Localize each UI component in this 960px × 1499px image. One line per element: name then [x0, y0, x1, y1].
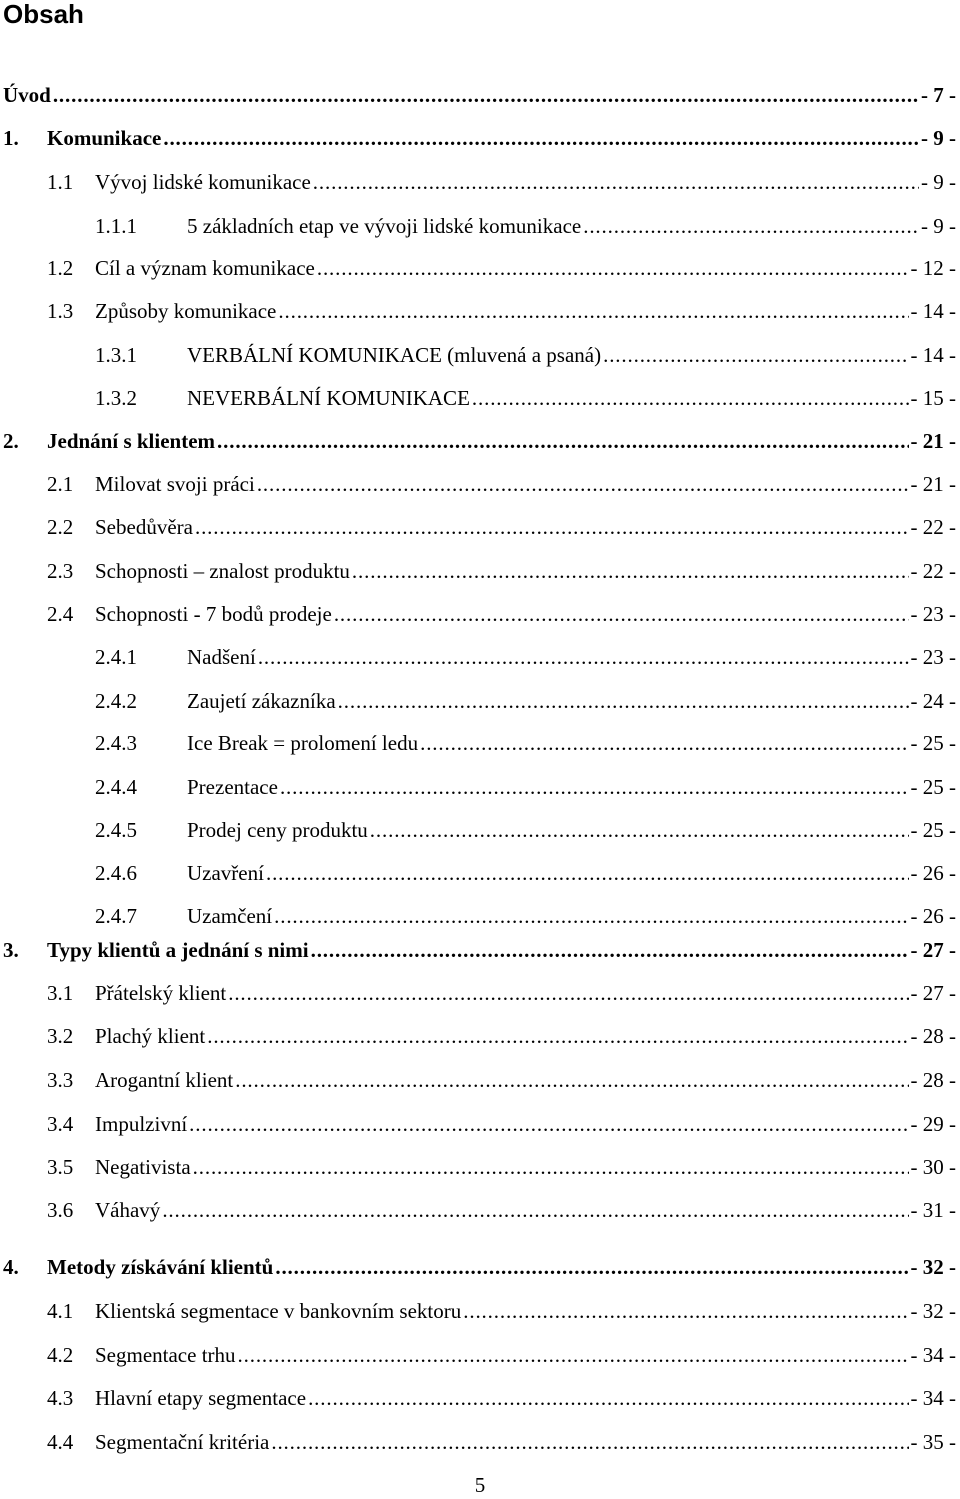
toc-entry-page: - 21 - [910, 472, 956, 496]
toc-entry-title: Segmentace trhu [95, 1343, 236, 1367]
toc-entry[interactable] [0, 1252, 960, 1282]
toc-entry-number: 2.4 [47, 602, 74, 626]
toc-entry-number: 2.4.2 [95, 689, 137, 713]
toc-entry-title: Zaujetí zákazníka [187, 689, 336, 713]
toc-entry[interactable] [0, 80, 960, 110]
toc-entry-number: 2.4.4 [95, 775, 137, 799]
toc-entry-number: 1. [3, 126, 19, 150]
toc-entry[interactable] [0, 1383, 960, 1413]
toc-entry-page: - 9 - [921, 126, 956, 150]
dot-leader [370, 815, 909, 845]
toc-entry-number: 2.4.7 [95, 904, 137, 928]
toc-entry-title: Úvod [2, 83, 51, 107]
toc-entry-number: 1.3.1 [95, 343, 137, 367]
toc-entry[interactable] [0, 123, 960, 153]
dot-leader [583, 211, 919, 241]
toc-entry-page: - 12 - [910, 256, 956, 280]
toc-entry-title: Ice Break = prolomení ledu [187, 731, 419, 755]
toc-entry-number: 2.4.1 [95, 645, 137, 669]
toc-entry-number: 1.3.2 [95, 386, 137, 410]
toc-entry[interactable] [0, 772, 960, 802]
toc-entry-title: Prezentace [187, 775, 278, 799]
toc-entry-page: - 34 - [910, 1386, 956, 1410]
toc-entry-page: - 14 - [910, 299, 956, 323]
toc-entry-number: 4.4 [47, 1430, 74, 1454]
toc-entry-page: - 22 - [910, 559, 956, 583]
dot-leader [334, 599, 909, 629]
dot-leader [258, 642, 909, 672]
toc-entry[interactable] [0, 901, 960, 931]
toc-entry-number: 2. [3, 429, 19, 453]
toc-entry[interactable] [0, 340, 960, 370]
toc-entry[interactable] [0, 253, 960, 283]
dot-leader [338, 686, 909, 716]
dot-leader [308, 1383, 908, 1413]
toc-entry-title: Jednání s klientem [47, 429, 216, 453]
toc-entry-title: Sebedůvěra [95, 515, 193, 539]
dot-leader [238, 1340, 909, 1370]
toc-entry-number: 1.3 [47, 299, 74, 323]
dot-leader [195, 512, 909, 542]
toc-entry-title: Komunikace [47, 126, 162, 150]
toc-entry-number: 3.4 [47, 1112, 74, 1136]
toc-entry-page: - 28 - [910, 1024, 956, 1048]
dot-leader [280, 772, 909, 802]
toc-entry[interactable] [0, 1109, 960, 1139]
toc-entry[interactable] [0, 858, 960, 888]
dot-leader [163, 123, 919, 153]
toc-entry-page: - 23 - [910, 602, 956, 626]
toc-entry-page: - 26 - [910, 861, 956, 885]
toc-entry[interactable] [0, 978, 960, 1008]
toc-entry-title: Schopnosti - 7 bodů prodeje [95, 602, 332, 626]
toc-entry[interactable] [0, 1065, 960, 1095]
toc-entry-page: - 31 - [910, 1198, 956, 1222]
toc-entry-number: 1.1.1 [95, 214, 137, 238]
toc-entry-title: Hlavní etapy segmentace [95, 1386, 307, 1410]
dot-leader [420, 728, 908, 758]
toc-entry[interactable] [0, 728, 960, 758]
toc-entry-title: Metody získávání klientů [47, 1255, 274, 1279]
toc-entry-page: - 21 - [910, 429, 956, 453]
toc-entry[interactable] [0, 512, 960, 542]
toc-entry-page: - 32 - [910, 1299, 956, 1323]
toc-entry[interactable] [0, 686, 960, 716]
toc-entry-page: - 14 - [910, 343, 956, 367]
toc-entry-title: Uzavření [187, 861, 264, 885]
toc-entry-number: 2.4.6 [95, 861, 137, 885]
toc-entry-title: Způsoby komunikace [95, 299, 277, 323]
toc-entry-title: Negativista [95, 1155, 191, 1179]
toc-entry-number: 4.2 [47, 1343, 74, 1367]
toc-entry-page: - 25 - [910, 775, 956, 799]
toc-entry[interactable] [0, 1427, 960, 1457]
dot-leader [189, 1109, 908, 1139]
toc-entry[interactable] [0, 642, 960, 672]
toc-entry-page: - 26 - [910, 904, 956, 928]
toc-entry-page: - 32 - [910, 1255, 956, 1279]
toc-entry[interactable] [0, 211, 960, 241]
toc-entry-number: 2.3 [47, 559, 74, 583]
toc-entry[interactable] [0, 599, 960, 629]
dot-leader [278, 296, 908, 326]
toc-entry[interactable] [0, 1152, 960, 1182]
toc-entry-title: Váhavý [95, 1198, 161, 1222]
toc-entry-number: 3.2 [47, 1024, 74, 1048]
toc-entry-number: 1.1 [47, 170, 74, 194]
toc-entry-number: 4.1 [47, 1299, 74, 1323]
toc-entry[interactable] [0, 383, 960, 413]
toc-entry-number: 3. [3, 938, 19, 962]
toc-entry[interactable] [0, 1195, 960, 1225]
toc-entry-number: 2.1 [47, 472, 74, 496]
toc-entry-title: VERBÁLNÍ KOMUNIKACE (mluvená a psaná) [187, 343, 602, 367]
toc-entry-title: Nadšení [187, 645, 256, 669]
dot-leader [317, 253, 909, 283]
dot-leader [274, 901, 908, 931]
dot-leader [257, 469, 909, 499]
toc-entry-title: Schopnosti – znalost produktu [95, 559, 350, 583]
toc-entry-page: - 30 - [910, 1155, 956, 1179]
page-number: 5 [474, 1473, 486, 1497]
dot-leader [207, 1021, 908, 1051]
toc-entry-page: - 29 - [910, 1112, 956, 1136]
toc-entry[interactable] [0, 935, 960, 965]
toc-entry-page: - 28 - [910, 1068, 956, 1092]
toc-entry-page: - 22 - [910, 515, 956, 539]
dot-leader [271, 1427, 908, 1457]
toc-entry-number: 4. [3, 1255, 19, 1279]
toc-entry-number: 2.4.3 [95, 731, 137, 755]
toc-entry-title: Klientská segmentace v bankovním sektoru [95, 1299, 462, 1323]
toc-entry[interactable] [0, 1296, 960, 1326]
toc-entry-title: Milovat svoji práci [95, 472, 255, 496]
toc-entry-title: Prodej ceny produktu [187, 818, 368, 842]
dot-leader [472, 383, 909, 413]
dot-leader [266, 858, 909, 888]
dot-leader [193, 1152, 909, 1182]
dot-leader [313, 167, 919, 197]
toc-entry-page: - 35 - [910, 1430, 956, 1454]
toc-entry-number: 3.1 [47, 981, 74, 1005]
toc-entry-title: Cíl a význam komunikace [95, 256, 315, 280]
toc-entry-page: - 7 - [921, 83, 956, 107]
toc-entry-page: - 34 - [910, 1343, 956, 1367]
dot-leader [352, 556, 909, 586]
toc-entry-page: - 25 - [910, 818, 956, 842]
toc-entry-page: - 9 - [921, 214, 956, 238]
toc-entry-title: NEVERBÁLNÍ KOMUNIKACE [187, 386, 470, 410]
dot-leader [463, 1296, 908, 1326]
toc-entry-title: Přátelský klient [95, 981, 227, 1005]
toc-entry[interactable] [0, 1021, 960, 1051]
dot-leader [228, 978, 908, 1008]
toc-entry-page: - 27 - [910, 938, 956, 962]
toc-entry-title: 5 základních etap ve vývoji lidské komunikace [187, 214, 582, 238]
dot-leader [235, 1065, 908, 1095]
toc-entry-title: Arogantní klient [95, 1068, 234, 1092]
dot-leader [53, 80, 919, 110]
toc-entry-page: - 15 - [910, 386, 956, 410]
toc-entry-page: - 24 - [910, 689, 956, 713]
toc-entry-title: Uzamčení [187, 904, 273, 928]
toc-entry-number: 3.6 [47, 1198, 74, 1222]
dot-leader [217, 426, 908, 456]
toc-entry-title: Impulzivní [95, 1112, 188, 1136]
toc-entry[interactable] [0, 1340, 960, 1370]
toc-entry-number: 4.3 [47, 1386, 74, 1410]
dot-leader [311, 935, 909, 965]
toc-entry-number: 2.2 [47, 515, 74, 539]
dot-leader [603, 340, 908, 370]
toc-heading: Obsah [3, 0, 84, 29]
toc-entry[interactable] [0, 167, 960, 197]
toc-entry-number: 1.2 [47, 256, 74, 280]
toc-entry[interactable] [0, 426, 960, 456]
toc-entry-page: - 9 - [921, 170, 956, 194]
toc-entry-page: - 23 - [910, 645, 956, 669]
toc-entry[interactable] [0, 296, 960, 326]
dot-leader [275, 1252, 908, 1282]
toc-entry[interactable] [0, 469, 960, 499]
toc-entry-title: Plachý klient [95, 1024, 206, 1048]
toc-entry-number: 3.3 [47, 1068, 74, 1092]
toc-entry[interactable] [0, 556, 960, 586]
dot-leader [162, 1195, 908, 1225]
toc-entry-title: Vývoj lidské komunikace [95, 170, 311, 194]
toc-entry-number: 2.4.5 [95, 818, 137, 842]
toc-entry-title: Typy klientů a jednání s nimi [47, 938, 309, 962]
toc-entry-page: - 25 - [910, 731, 956, 755]
toc-entry-number: 3.5 [47, 1155, 74, 1179]
toc-entry-page: - 27 - [910, 981, 956, 1005]
toc-entry[interactable] [0, 815, 960, 845]
toc-entry-title: Segmentační kritéria [95, 1430, 270, 1454]
